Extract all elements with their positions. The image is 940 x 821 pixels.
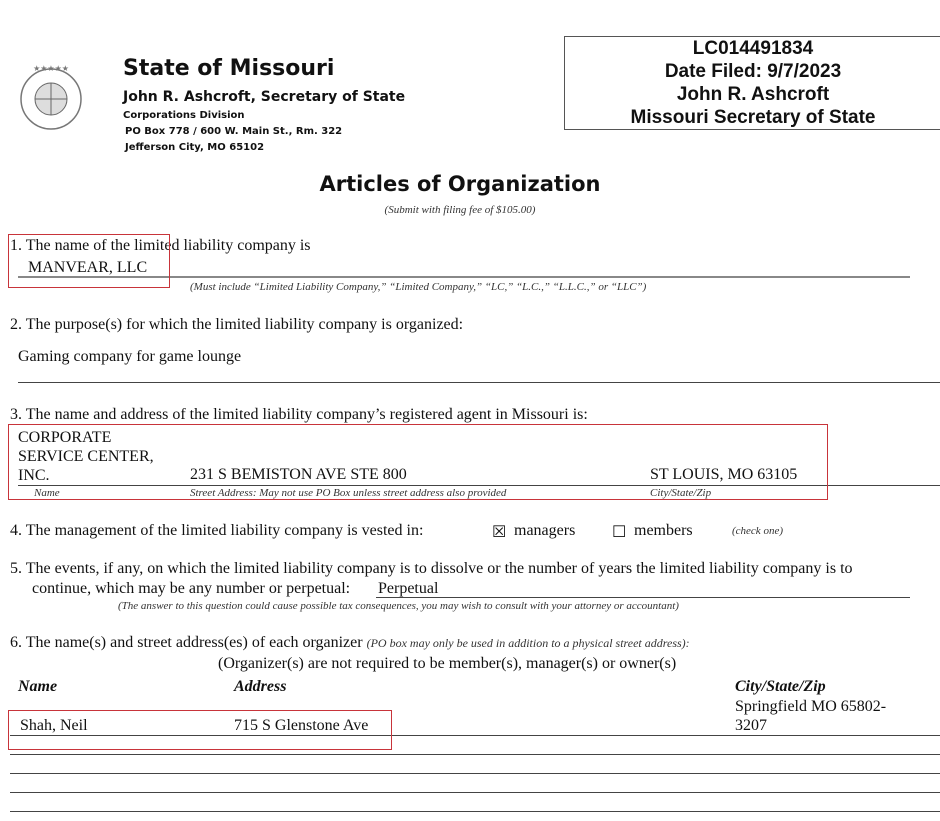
agent-name-line: INC. (18, 467, 50, 484)
form-subtitle: (Submit with filing fee of $105.00) (384, 204, 536, 216)
secretary-name: John R. Ashcroft, Secretary of State (123, 89, 406, 105)
agent-street: 231 S BEMISTON AVE STE 800 (190, 466, 407, 483)
agent-city: ST LOUIS, MO 63105 (650, 466, 798, 483)
highlight-box (8, 424, 828, 500)
stamp-name: John R. Ashcroft (676, 84, 830, 105)
check-one-note: (check one) (732, 525, 783, 537)
caption-name: Name (34, 487, 60, 499)
col-name-header: Name (18, 678, 58, 695)
q1-label: 1. The name of the limited liability company is (10, 237, 311, 254)
q2-label: 2. The purpose(s) for which the limited liability company is organized: (10, 316, 464, 333)
caption-city: City/State/Zip (650, 487, 712, 499)
caption-street: Street Address: May not use PO Box unless street address also provided (190, 487, 507, 499)
filing-number: LC014491834 (692, 38, 814, 59)
q5-line2: continue, which may be any number or perpetual: (32, 580, 351, 597)
q6-sub: (Organizer(s) are not required to be member(s), manager(s) or owner(s) (218, 655, 677, 672)
division: Corporations Division (123, 110, 245, 121)
duration-value: Perpetual (378, 580, 439, 597)
purpose-value: Gaming company for game lounge (18, 348, 242, 365)
col-address-header: Address (234, 678, 287, 695)
members-checkbox[interactable]: ☐ (612, 524, 627, 541)
state-title: State of Missouri (123, 56, 335, 81)
members-label: members (634, 522, 693, 539)
agent-name-line: CORPORATE (18, 429, 112, 446)
missouri-seal-icon (14, 57, 88, 137)
agent-name-line: SERVICE CENTER, (18, 448, 154, 465)
form-title: Articles of Organization (319, 172, 601, 196)
llc-name-value: MANVEAR, LLC (28, 259, 148, 276)
organizer-address: 715 S Glenstone Ave (234, 717, 369, 734)
stamp-office: Missouri Secretary of State (630, 107, 876, 128)
highlight-box (8, 710, 392, 750)
col-city-header: City/State/Zip (735, 678, 826, 695)
q6-label-note: (PO box may only be used in addition to a physical street address): (366, 636, 690, 650)
organizer-city-line2: 3207 (735, 717, 767, 734)
q4-label: 4. The management of the limited liability company is vested in: (10, 522, 424, 539)
organizer-name: Shah, Neil (20, 717, 88, 734)
q3-label: 3. The name and address of the limited liability company’s registered agent in Missouri is: (10, 406, 588, 423)
q5-note: (The answer to this question could cause possible tax consequences, you may wish to consult with your attorney or accountant) (118, 600, 679, 612)
address-line-1: PO Box 778 / 600 W. Main St., Rm. 322 (125, 126, 343, 137)
q6-label-text: 6. The name(s) and street address(es) of each organizer (10, 634, 363, 651)
highlight-box (8, 234, 170, 288)
managers-label: managers (514, 522, 576, 539)
q5-line1: 5. The events, if any, on which the limited liability company is to dissolve or the number of years the limited liability company is to (10, 560, 853, 577)
svg-text:★★★★★: ★★★★★ (33, 64, 69, 73)
date-filed: Date Filed: 9/7/2023 (664, 61, 842, 82)
managers-checkbox[interactable]: ☒ (492, 524, 507, 541)
filing-stamp (564, 36, 940, 130)
q6-label (10, 634, 690, 652)
q1-note: (Must include “Limited Liability Company,” “Limited Company,” “LC,” “L.C.,” “L.L.C.,” or “LLC”) (190, 281, 647, 293)
organizer-city-line1: Springfield MO 65802- (735, 698, 887, 715)
address-line-2: Jefferson City, MO 65102 (125, 142, 265, 153)
